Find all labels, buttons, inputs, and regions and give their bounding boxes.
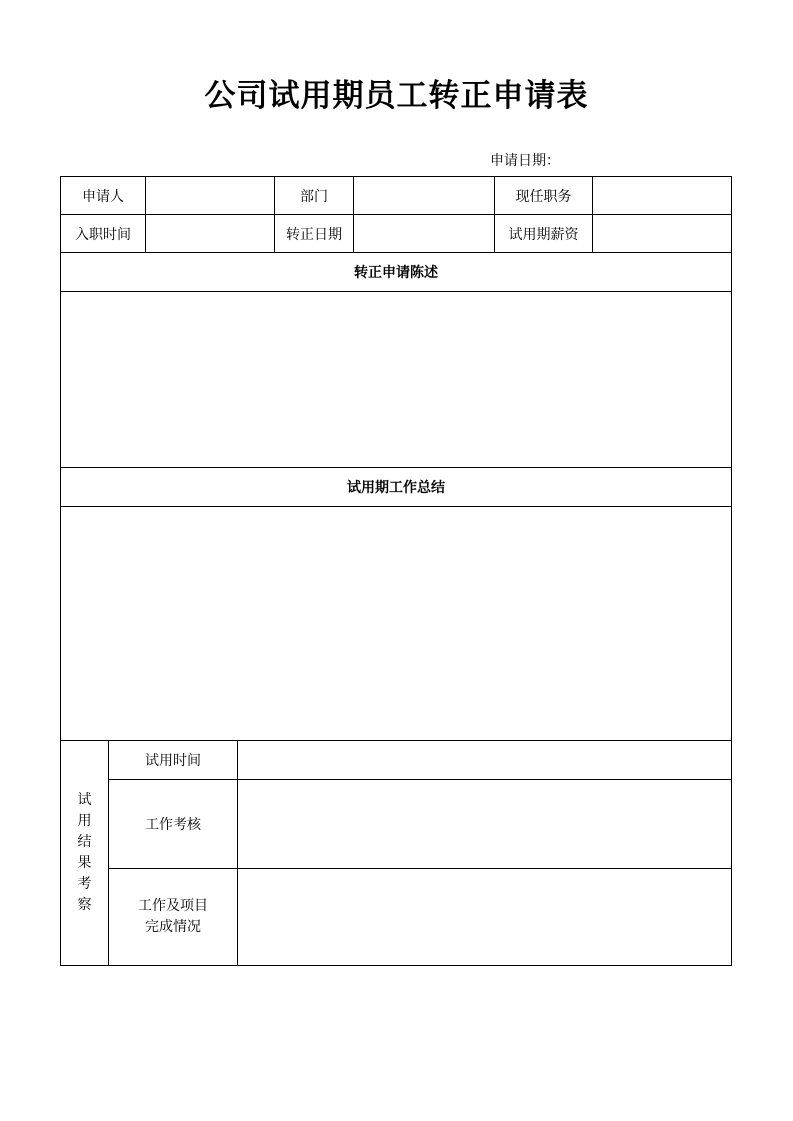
summary-content[interactable] xyxy=(60,506,732,741)
review-side-char: 结 xyxy=(77,834,92,850)
review-side-char: 考 xyxy=(77,876,92,892)
join-date-field[interactable] xyxy=(145,214,275,253)
projects-label-line1: 工作及项目 xyxy=(138,898,208,914)
trial-time-label: 试用时间 xyxy=(108,740,238,780)
trial-time-field[interactable] xyxy=(237,740,732,780)
projects-label-line2: 完成情况 xyxy=(145,919,201,935)
review-side-char: 果 xyxy=(77,855,92,871)
review-side-label xyxy=(60,740,109,966)
statement-content[interactable] xyxy=(60,291,732,468)
salary-label: 试用期薪资 xyxy=(494,214,593,253)
review-side-char: 察 xyxy=(77,897,92,913)
projects-field[interactable] xyxy=(237,868,732,966)
assessment-field[interactable] xyxy=(237,779,732,869)
department-label: 部门 xyxy=(274,176,354,215)
confirm-date-field[interactable] xyxy=(353,214,495,253)
assessment-label: 工作考核 xyxy=(108,779,238,869)
position-label: 现任职务 xyxy=(494,176,593,215)
position-field[interactable] xyxy=(592,176,732,215)
apply-date-label: 申请日期： xyxy=(490,153,560,169)
apply-date xyxy=(490,150,560,170)
statement-header: 转正申请陈述 xyxy=(60,252,732,292)
summary-header: 试用期工作总结 xyxy=(60,467,732,507)
review-side-char: 试 xyxy=(77,792,92,808)
applicant-field[interactable] xyxy=(145,176,275,215)
salary-field[interactable] xyxy=(592,214,732,253)
join-date-label: 入职时间 xyxy=(60,214,146,253)
form-title: 公司试用期员工转正申请表 xyxy=(204,78,589,114)
applicant-label: 申请人 xyxy=(60,176,146,215)
department-field[interactable] xyxy=(353,176,495,215)
review-side-char: 用 xyxy=(77,813,92,829)
confirm-date-label: 转正日期 xyxy=(274,214,354,253)
projects-label xyxy=(108,868,238,966)
